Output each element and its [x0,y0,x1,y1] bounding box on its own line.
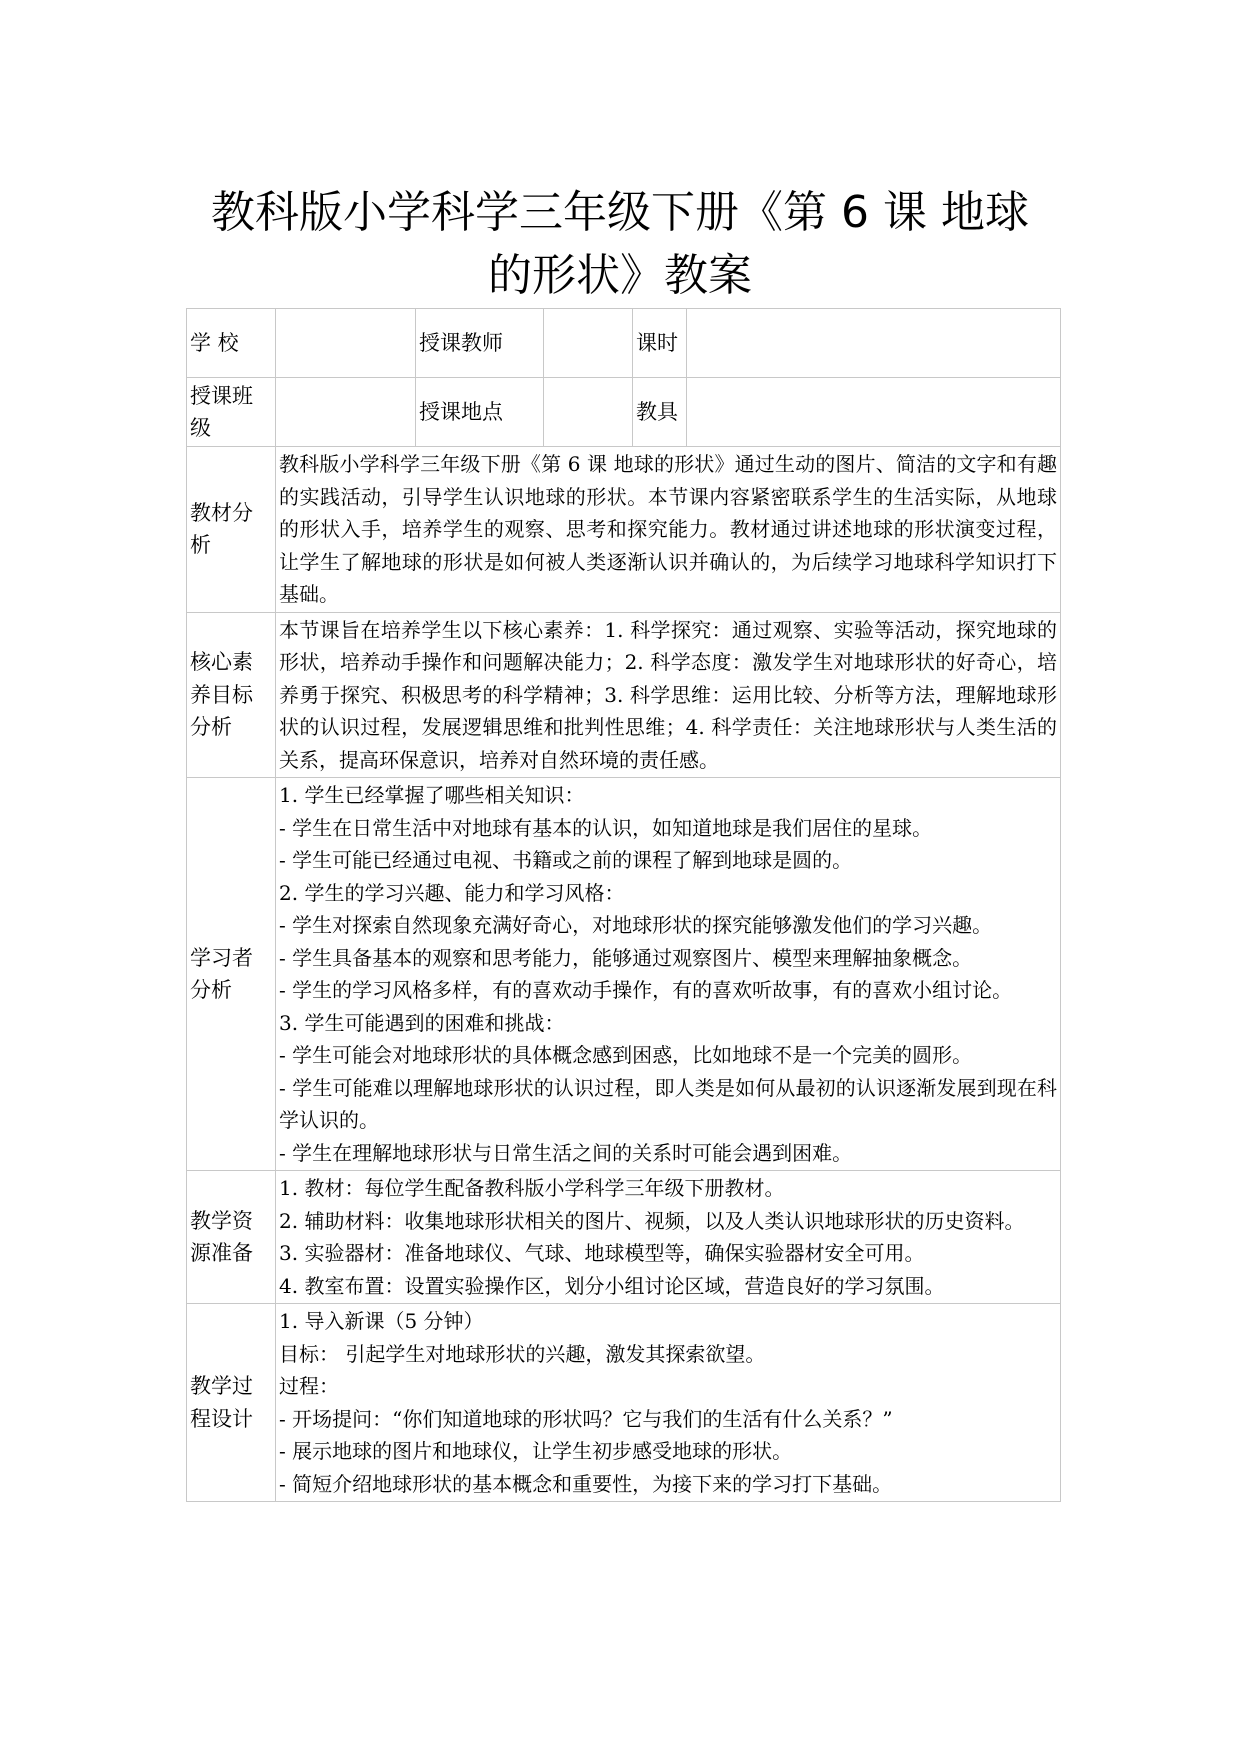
core-goals-row [187,612,1061,778]
location-value [544,378,633,447]
period-label: 课时 [633,309,687,378]
learner-analysis-label: 学习者分析 [187,778,276,1171]
resources-row [187,1171,1061,1304]
resources-label: 教学资源准备 [187,1171,276,1304]
learner-analysis-content [276,778,1061,1171]
material-analysis-row [187,447,1061,613]
list-item: - 学生对探索自然现象充满好奇心，对地球形状的探究能够激发他们的学习兴趣。 [279,913,993,937]
process-design-content [276,1304,1061,1502]
list-item: - 简短介绍地球形状的基本概念和重要性，为接下来的学习打下基础。 [279,1471,893,1496]
list-item: - 学生在理解地球形状与日常生活之间的关系时可能会遇到困难。 [279,1140,853,1165]
list-item: 4. 教室布置：设置实验操作区，划分小组讨论区域，营造良好的学习氛围。 [279,1273,945,1298]
class-value [276,378,416,447]
list-item: 过程： [279,1374,339,1398]
list-item: 1. 教材：每位学生配备教科版小学科学三年级下册教材。 [279,1176,785,1200]
list-item: 1. 学生已经掌握了哪些相关知识： [279,783,585,807]
list-item: 2. 学生的学习兴趣、能力和学习风格： [279,880,625,905]
school-value [276,309,416,378]
process-design-row [187,1304,1061,1502]
list-item: - 展示地球的图片和地球仪，让学生初步感受地球的形状。 [279,1439,793,1463]
teacher-value [544,309,633,378]
location-label: 授课地点 [416,378,544,447]
list-item: - 学生具备基本的观察和思考能力，能够通过观察图片、模型来理解抽象概念。 [279,945,973,970]
teacher-label: 授课教师 [416,309,544,378]
tools-label: 教具 [633,378,687,447]
material-analysis-content [276,447,1061,613]
list-item: - 学生可能难以理解地球形状的认识过程，即人类是如何从最初的认识逐渐发展到现在科学认识的。 [279,1075,1057,1132]
class-label: 授课班级 [187,378,276,447]
list-item: 1. 导入新课（5 分钟） [279,1309,484,1333]
learner-analysis-row [187,778,1061,1171]
list-item: - 学生的学习风格多样，有的喜欢动手操作，有的喜欢听故事，有的喜欢小组讨论。 [279,978,1013,1002]
list-item: - 学生可能会对地球形状的具体概念感到困惑，比如地球不是一个完美的圆形。 [279,1043,973,1067]
tools-value [687,378,1061,447]
period-value [687,309,1061,378]
list-item: 3. 实验器材：准备地球仪、气球、地球模型等，确保实验器材安全可用。 [279,1241,925,1265]
title-line-2: 的形状》教案 [488,250,752,302]
paragraph: 本节课旨在培养学生以下核心素养：1. 科学探究：通过观察、实验等活动，探究地球的形状，培养动手操作和问题解决能力；2. 科学态度：激发学生对地球形状的好奇心，培养勇于探究、积极思考的科学精神；3. 科学思维：运用比较、分析等方法，理解地球形状的认识过程，发展逻辑思维和批判性思维；4. 科学责任：关注地球形状与人类生活的关系，提高环保意识，培养对自然环境的责任感。 [279,617,1057,772]
list-item: 2. 辅助材料：收集地球形状相关的图片、视频，以及人类认识地球形状的历史资料。 [279,1208,1025,1233]
title-line-1: 教科版小学科学三年级下册《第 6 课 地球 [211,187,1029,239]
process-design-label: 教学过程设计 [187,1304,276,1502]
lesson-plan-table [186,308,1061,1502]
core-goals-content [276,612,1061,778]
paragraph: 教科版小学科学三年级下册《第 6 课 地球的形状》通过生动的图片、简洁的文字和有趣的实践活动，引导学生认识地球的形状。本节课内容紧密联系学生的生活实际，从地球的形状入手，培养学生的观察、思考和探究能力。教材通过讲述地球的形状演变过程，让学生了解地球的形状是如何被人类逐渐认识并确认的，为后续学习地球科学知识打下基础。 [279,452,1057,606]
list-item: - 学生在日常生活中对地球有基本的认识，如知道地球是我们居住的星球。 [279,815,933,840]
material-analysis-label: 教材分析 [187,447,276,613]
core-goals-label: 核心素养目标分析 [187,612,276,778]
list-item: - 学生可能已经通过电视、书籍或之前的课程了解到地球是圆的。 [279,848,853,872]
list-item: - 开场提问：“你们知道地球的形状吗？它与我们的生活有什么关系？” [279,1406,893,1431]
header-row-1 [187,309,1061,378]
school-label: 学 校 [187,309,276,378]
header-row-2 [187,378,1061,447]
document-title [150,181,1090,307]
list-item: 3. 学生可能遇到的困难和挑战： [279,1010,565,1035]
resources-content [276,1171,1061,1304]
list-item: 目标： 引起学生对地球形状的兴趣，激发其探索欲望。 [279,1341,766,1366]
